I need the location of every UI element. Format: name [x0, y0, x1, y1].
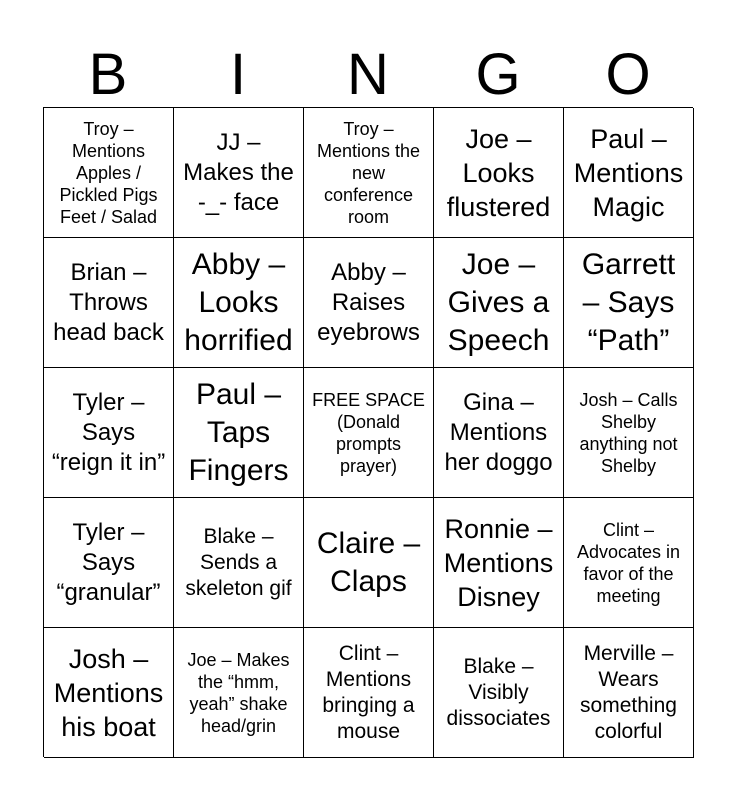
cell-text: Merville – Wears something colorful [580, 641, 677, 743]
bingo-cell[interactable] [174, 238, 304, 368]
free-space-cell[interactable] [304, 368, 434, 498]
bingo-card-grid [43, 107, 693, 757]
bingo-cell[interactable] [564, 498, 694, 628]
cell-text: Clint – Mentions bringing a mouse [322, 641, 415, 743]
cell-text: Josh – Calls Shelby anything not Shelby [579, 389, 678, 476]
cell-text: Garrett – Says “Path” [581, 247, 676, 357]
cell-text: Gina – Mentions her doggo [444, 388, 553, 476]
header-letter-i: I [229, 42, 247, 107]
bingo-cell[interactable] [564, 368, 694, 498]
bingo-cell[interactable] [564, 238, 694, 368]
cell-text: FREE SPACE (Donald prompts prayer) [312, 389, 425, 476]
bingo-cell[interactable] [564, 108, 694, 238]
cell-text: Blake – Sends a skeleton gif [185, 524, 292, 600]
cell-text: Paul – Mentions Magic [573, 123, 684, 222]
cell-text: Tyler – Says “granular” [56, 518, 161, 606]
bingo-cell[interactable] [174, 628, 304, 758]
cell-text: Abby – Looks horrified [184, 247, 293, 357]
header-letter-n: N [347, 42, 389, 107]
header-letter-o: O [605, 42, 651, 107]
cell-text: Blake – Visibly dissociates [446, 654, 551, 730]
cell-text: Joe – Looks flustered [446, 123, 551, 222]
bingo-cell[interactable] [434, 368, 564, 498]
cell-text: Ronnie – Mentions Disney [443, 513, 554, 612]
bingo-cell[interactable] [434, 238, 564, 368]
bingo-cell[interactable] [564, 628, 694, 758]
bingo-cell[interactable] [304, 498, 434, 628]
bingo-cell[interactable] [434, 628, 564, 758]
bingo-cell[interactable] [174, 108, 304, 238]
cell-text: Joe – Makes the “hmm, yeah” shake head/grin [187, 649, 290, 736]
cell-text: JJ – Makes the -_- face [183, 128, 294, 216]
bingo-cell[interactable] [44, 628, 174, 758]
bingo-cell[interactable] [304, 628, 434, 758]
cell-text: Clint – Advocates in favor of the meeting [576, 519, 681, 606]
bingo-cell[interactable] [304, 238, 434, 368]
cell-text: Paul – Taps Fingers [188, 377, 289, 487]
bingo-cell[interactable] [434, 108, 564, 238]
bingo-cell[interactable] [174, 368, 304, 498]
header-letter-b: B [88, 42, 128, 107]
cell-text: Joe – Gives a Speech [447, 247, 550, 357]
cell-text: Claire – Claps [316, 526, 421, 598]
cell-text: Brian – Throws head back [53, 258, 164, 346]
bingo-cell[interactable] [44, 238, 174, 368]
cell-text: Josh – Mentions his boat [53, 643, 164, 742]
cell-text: Troy – Mentions Apples / Pickled Pigs Feet / Salad [59, 118, 158, 227]
header-letter-g: G [475, 42, 521, 107]
bingo-header [43, 42, 693, 108]
cell-text: Troy – Mentions the new conference room [316, 118, 421, 227]
bingo-cell[interactable] [44, 108, 174, 238]
cell-text: Abby – Raises eyebrows [317, 258, 420, 346]
bingo-cell[interactable] [434, 498, 564, 628]
bingo-cell[interactable] [44, 498, 174, 628]
bingo-cell[interactable] [304, 108, 434, 238]
bingo-cell[interactable] [174, 498, 304, 628]
cell-text: Tyler – Says “reign it in” [51, 388, 166, 476]
bingo-cell[interactable] [44, 368, 174, 498]
